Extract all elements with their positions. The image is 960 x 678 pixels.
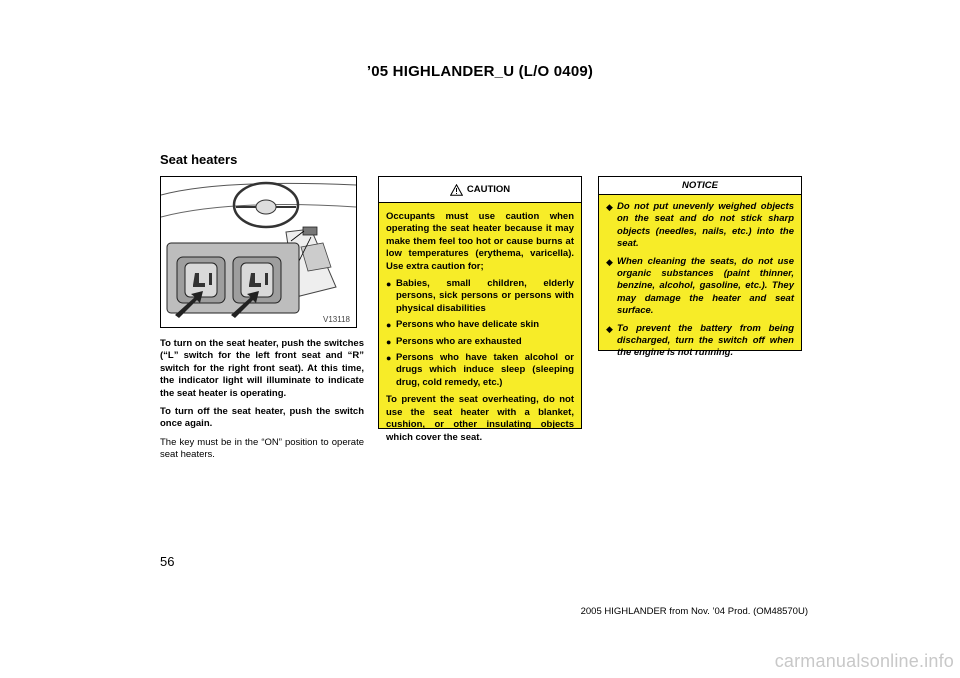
- caution-box: [378, 176, 582, 443]
- bullet-dot-icon: ●: [386, 320, 392, 331]
- key-note-paragraph: The key must be in the “ON” position to operate seat heaters.: [160, 436, 364, 461]
- list-item: ◆ To prevent the battery from being discharged, turn the switch off when the engine is not running.: [606, 322, 794, 359]
- list-item: ● Babies, small children, elderly persons, sick persons or persons with physical disabilities: [386, 278, 574, 314]
- seat-heater-illustration: [160, 176, 357, 328]
- notice-list: [606, 201, 794, 360]
- list-item: ◆ When cleaning the seats, do not use organic substances (paint thinner, benzine, alcohol, gasoline, etc.). They may damage the heater and seat surface.: [606, 255, 794, 317]
- section-title: Seat heaters: [160, 152, 238, 167]
- list-item: ● Persons who are exhausted: [386, 335, 522, 347]
- caution-outro: To prevent the seat overheating, do not use the seat heater with a blanket, cushion, or other insulating objects which cover the seat.: [386, 394, 574, 443]
- notice-box: [598, 176, 802, 359]
- list-item: ● Persons who have delicate skin: [386, 319, 540, 331]
- bullet-diamond-icon: ◆: [606, 256, 613, 267]
- bullet-dot-icon: ●: [386, 353, 392, 364]
- notice-title: NOTICE: [599, 177, 801, 195]
- page-number: 56: [160, 554, 175, 569]
- caution-title: CAUTION: [466, 184, 511, 195]
- document-footer: 2005 HIGHLANDER from Nov. ’04 Prod. (OM48570U): [580, 606, 808, 617]
- caution-header: [379, 177, 581, 203]
- instructions-text: [160, 338, 364, 468]
- turn-on-paragraph: To turn on the seat heater, push the switches (“L” switch for the left front seat and “R” switch for the right front seat). At this time, the indicator light will illuminate to indicate the seat heater is operating.: [160, 338, 364, 399]
- bullet-dot-icon: ●: [386, 279, 392, 290]
- caution-intro: Occupants must use caution when operating the seat heater because it may make them feel too hot or cause burns at low temperatures (erythema, varicella). Use extra caution for;: [386, 211, 574, 272]
- list-item: ◆ Do not put unevenly weighed objects on the seat and do not stick sharp objects (needles, nails, etc.) into the seat.: [606, 201, 794, 250]
- warning-triangle-icon: [450, 184, 463, 196]
- watermark: carmanualsonline.info: [774, 651, 954, 671]
- bullet-diamond-icon: ◆: [606, 323, 613, 334]
- dashboard-drawing: [161, 177, 356, 327]
- turn-off-paragraph: To turn off the seat heater, push the switch once again.: [160, 406, 364, 430]
- caution-list: [386, 278, 574, 389]
- bullet-dot-icon: ●: [386, 336, 392, 347]
- document-header: ’05 HIGHLANDER_U (L/O 0409): [366, 63, 594, 80]
- bullet-diamond-icon: ◆: [606, 202, 613, 212]
- figure-id: V13118: [323, 315, 350, 324]
- list-item: ● Persons who have taken alcohol or drugs which induce sleep (sleeping drug, cold remedy, etc.): [386, 352, 574, 388]
